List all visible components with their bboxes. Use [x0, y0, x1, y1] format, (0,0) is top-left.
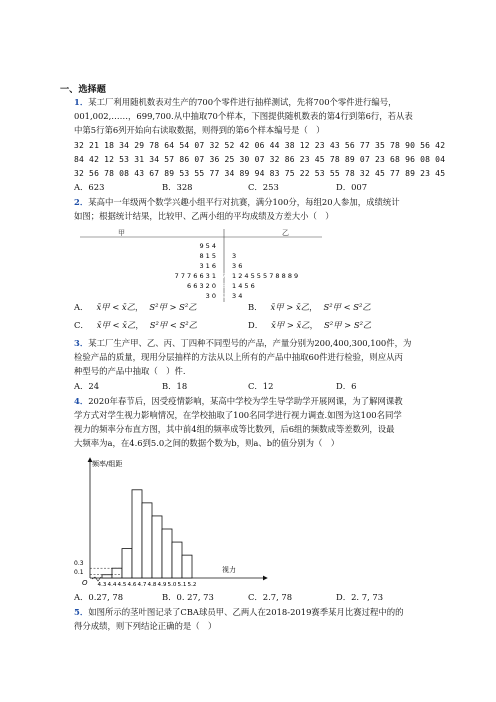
histogram-bar	[162, 529, 172, 578]
q3-line-1: 3．某工厂生产甲、乙、丙、丁四种不同型号的产品，产量分别为200,400,300,100件，为	[74, 338, 412, 348]
random-table-row: 32 56 78 08 43 67 89 53 55 77 34 89 94 83 75 22 53 55 78 32 45 77 89 23 45	[74, 169, 446, 178]
random-table-row: 84 42 12 53 31 34 57 86 07 36 25 30 07 32 86 23 45 78 89 07 23 68 96 08 04	[74, 155, 446, 164]
q2-option-d[interactable]: D． x̄甲 > x̄乙， S²甲 > S²乙	[248, 320, 372, 330]
q1-option-d[interactable]: D．007	[336, 182, 368, 192]
q3-line-2: 检验产品的质量，现用分层抽样的方法从以上所有的产品中抽取60件进行检验，则应从丙	[74, 352, 403, 362]
q4-line-1: 4．2020年春节后，因受疫情影响，某高中学校为学生导学助学开展网课，为了解网课教	[74, 396, 403, 406]
q2-number: 2．	[74, 197, 89, 207]
q2-option-a[interactable]: A． x̄甲 < x̄乙， S²甲 > S²乙	[74, 302, 197, 312]
q1-option-b[interactable]: B．328	[162, 182, 193, 192]
q1-line-3: 中第5行第6列开始向右读取数据，则得到的第6个样本编号是（ ）	[74, 125, 325, 135]
histogram-bar	[182, 555, 192, 578]
section-title: 一、选择题	[60, 84, 106, 95]
x-tick-label: 4.6	[127, 582, 137, 588]
histogram-bars	[90, 490, 192, 578]
q5-number: 5．	[74, 607, 89, 617]
x-tick-label: 4.7	[137, 582, 147, 588]
stem-leaf-right: 1 2 4 5 5 5 7 8 8 8 9	[232, 272, 299, 280]
stem-header-left: 甲	[118, 229, 125, 237]
stem-leaf-left: 3 1 6	[199, 262, 216, 270]
q4-line-2: 学方式对学生视力影响情况，在学校抽取了100名同学进行视力调查.如图为这100名同学	[74, 410, 402, 420]
histogram-bar	[112, 568, 122, 578]
q3-option-a[interactable]: A．24	[74, 381, 100, 391]
frequency-histogram	[72, 452, 272, 592]
q1-number: 1．	[74, 97, 89, 107]
histogram-bar	[132, 490, 142, 578]
x-tick-label: 5.0	[167, 582, 177, 588]
stem-leaf-left: 8 1 5	[199, 252, 216, 260]
q3-option-b[interactable]: B．18	[162, 381, 188, 391]
q4-option-c[interactable]: C．2.7, 78	[248, 592, 293, 602]
stem-leaf-left: 6 6 3 2 0	[187, 282, 216, 290]
q4-line-4: 大频率为a，在4.6到5.0之间的数据个数为b，则a、b的值分别为（ ）	[74, 438, 340, 448]
stem-value: 7	[221, 272, 227, 280]
histogram-bar	[152, 516, 162, 578]
axis-break	[92, 577, 101, 581]
x-axis-label: 视力	[222, 566, 236, 574]
histogram-bar	[172, 542, 182, 578]
histogram-bar	[142, 503, 152, 578]
q3-option-c[interactable]: C．12	[248, 381, 274, 391]
origin-label: O	[82, 579, 88, 587]
y-tick-label: 0.3	[74, 560, 84, 567]
q4-option-a[interactable]: A．0.27, 78	[74, 592, 124, 602]
stem-leaf-plot	[76, 226, 326, 304]
q2-option-c[interactable]: C． x̄甲 < x̄乙， S²甲 < S²乙	[74, 320, 197, 330]
q2-line-2: 如图；根据统计结果，比较甲、乙两小组的平均成绩及方差大小（ ）	[74, 211, 334, 221]
q5-line-1: 5．如图所示的茎叶图记录了CBA球员甲、乙两人在2018-2019赛季某月比赛过程中的的	[74, 607, 404, 617]
stem-header-right: 乙	[282, 229, 289, 237]
q5-line-2: 得分成绩，则下列结论正确的是（ ）	[74, 621, 217, 631]
q4-number: 4．	[74, 396, 89, 406]
q4-line-3: 视力的频率分布直方图，其中前4组的频率成等比数列，后6组的频数成等差数列，设最	[74, 424, 395, 434]
stem-leaf-right: 3 4	[232, 292, 243, 300]
stem-leaf-left: 3 0	[205, 292, 216, 300]
stem-value: 9	[221, 292, 227, 300]
stem-leaf-right: 3 6	[232, 262, 243, 270]
q1-option-c[interactable]: C．253	[248, 182, 279, 192]
q4-option-d[interactable]: D．2. 7, 73	[336, 592, 384, 602]
stem-leaf-left: 9 5 4	[199, 242, 216, 250]
stem-leaf-right: 1 4 5 6	[232, 282, 255, 290]
random-table-row: 32 21 18 34 29 78 64 54 07 32 52 42 06 44 38 12 23 43 56 77 35 78 90 56 42	[74, 141, 446, 150]
x-tick-label: 4.5	[117, 582, 127, 588]
stem-leaf-right: 3	[232, 252, 237, 260]
x-tick-label: 4.8	[147, 582, 157, 588]
q1-line-1: 1．某工厂利用随机数表对生产的700个零件进行抽样测试，先将700个零件进行编号，	[74, 97, 397, 107]
q1-line-2: 001,002,……，699,700.从中抽取70个样本，下图提供随机数表的第4行到第6行，若从表	[74, 111, 413, 121]
q4-option-b[interactable]: B．0. 27, 73	[162, 592, 214, 602]
x-tick-label: 4.9	[157, 582, 167, 588]
x-tick-label: 5.1	[177, 582, 187, 588]
histogram-bar	[102, 575, 112, 578]
q3-number: 3．	[74, 338, 89, 348]
histogram-bar	[122, 549, 132, 578]
stem-leaf-left: 7 7 7 6 6 3 1	[174, 272, 216, 280]
x-tick-label: 4.4	[107, 582, 117, 588]
histogram-x-ticks	[98, 582, 197, 588]
x-tick-label: 4.3	[97, 582, 107, 588]
x-tick-label: 5.2	[187, 582, 197, 588]
q2-option-b[interactable]: B． x̄甲 > x̄乙， S²甲 < S²乙	[248, 302, 371, 312]
q3-option-d[interactable]: D．6	[336, 381, 357, 391]
y-axis-label: 频率/组距	[92, 460, 123, 468]
y-tick-label: 0.1	[74, 569, 84, 576]
q2-line-1: 2．某高中一年级两个数学兴趣小组平行对抗赛，满分100分，每组20人参加，成绩统计	[74, 197, 400, 207]
stem-rows	[175, 242, 299, 300]
stem-value: 8	[221, 282, 227, 290]
q1-option-a[interactable]: A．623	[74, 182, 105, 192]
q3-line-3: 种型号的产品中抽取（ ）件.	[74, 366, 186, 376]
